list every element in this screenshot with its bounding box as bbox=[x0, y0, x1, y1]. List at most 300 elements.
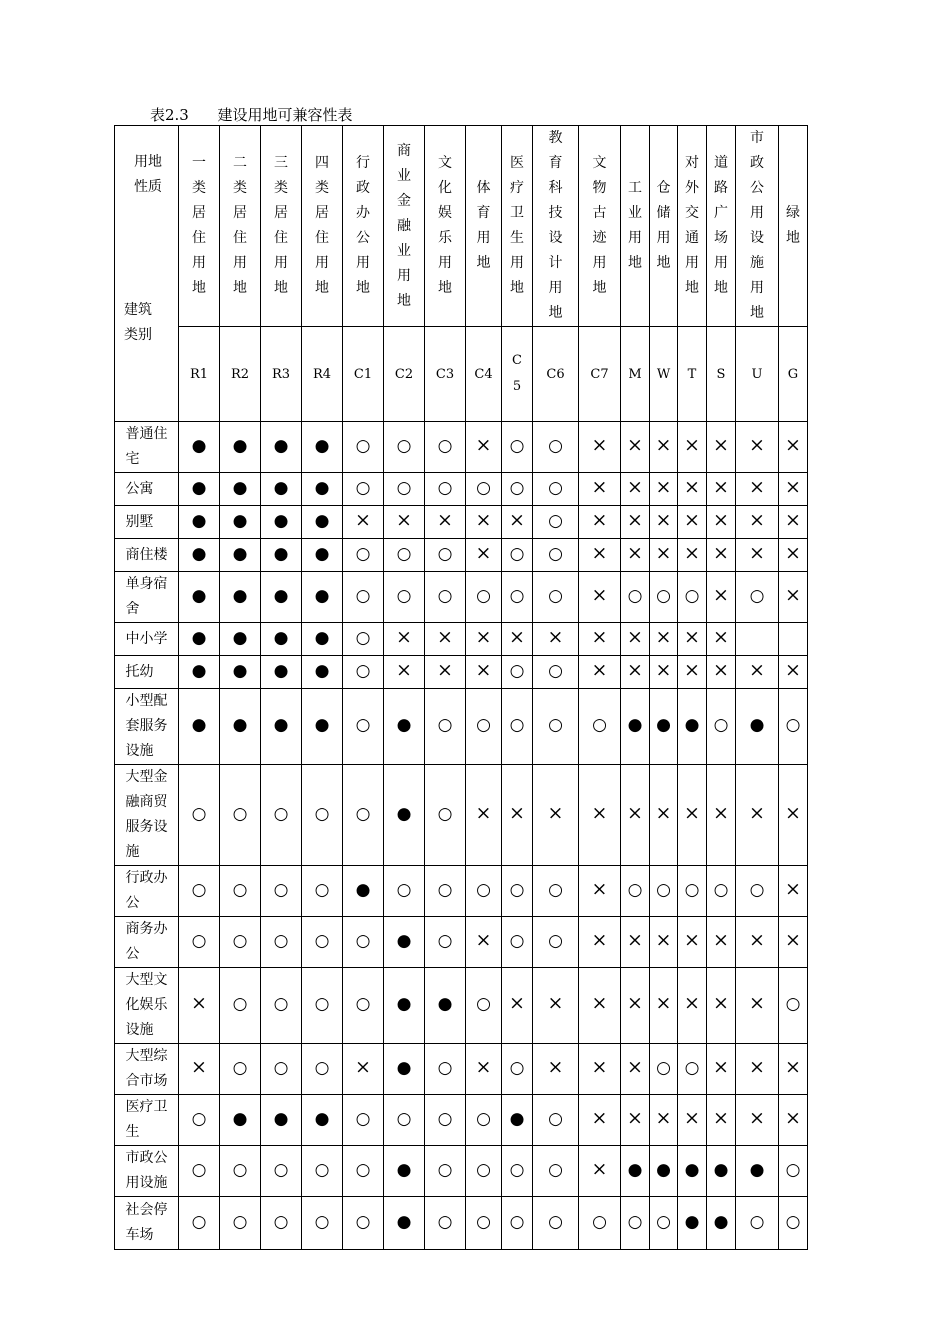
cell-cross-icon: × bbox=[678, 623, 707, 656]
cell-open-circle-icon: ○ bbox=[425, 917, 466, 968]
cell-open-circle-icon: ○ bbox=[343, 968, 384, 1044]
cell-filled-circle-icon: ● bbox=[302, 506, 343, 539]
cell-filled-circle-icon: ● bbox=[384, 1146, 425, 1197]
column-name-c4: 体育用地 bbox=[466, 126, 502, 327]
cell-cross-icon: × bbox=[736, 539, 779, 572]
cell-cross-icon: × bbox=[707, 572, 736, 623]
cell-cross-icon: × bbox=[384, 623, 425, 656]
cell-filled-circle-icon: ● bbox=[384, 765, 425, 866]
cell-filled-circle-icon: ● bbox=[220, 656, 261, 689]
cell-cross-icon: × bbox=[779, 656, 808, 689]
cell-open-circle-icon: ○ bbox=[779, 1146, 808, 1197]
cell-cross-icon: × bbox=[466, 623, 502, 656]
cell-open-circle-icon: ○ bbox=[533, 473, 579, 506]
cell-open-circle-icon: ○ bbox=[261, 1146, 302, 1197]
cell-open-circle-icon: ○ bbox=[384, 539, 425, 572]
cell-open-circle-icon: ○ bbox=[533, 572, 579, 623]
cell-open-circle-icon: ○ bbox=[533, 656, 579, 689]
row-label: 医疗卫生 bbox=[115, 1095, 179, 1146]
cell-cross-icon: × bbox=[707, 473, 736, 506]
cell-open-circle-icon: ○ bbox=[425, 866, 466, 917]
cell-open-circle-icon: ○ bbox=[343, 1146, 384, 1197]
cell-filled-circle-icon: ● bbox=[261, 539, 302, 572]
cell-filled-circle-icon: ● bbox=[220, 572, 261, 623]
cell-cross-icon: × bbox=[707, 765, 736, 866]
cell-filled-circle-icon: ● bbox=[302, 623, 343, 656]
cell-open-circle-icon: ○ bbox=[343, 623, 384, 656]
cell-open-circle-icon: ○ bbox=[707, 689, 736, 765]
cell-cross-icon: × bbox=[779, 422, 808, 473]
cell-open-circle-icon: ○ bbox=[779, 968, 808, 1044]
column-name-r2: 二类居住用地 bbox=[220, 126, 261, 327]
cell-cross-icon: × bbox=[533, 623, 579, 656]
column-code-c2: C2 bbox=[384, 327, 425, 422]
cell-open-circle-icon: ○ bbox=[179, 917, 220, 968]
cell-cross-icon: × bbox=[678, 473, 707, 506]
cell-filled-circle-icon: ● bbox=[179, 689, 220, 765]
cell-cross-icon: × bbox=[579, 765, 621, 866]
cell-open-circle-icon: ○ bbox=[502, 1146, 533, 1197]
cell-cross-icon: × bbox=[621, 1044, 650, 1095]
cell-cross-icon: × bbox=[466, 656, 502, 689]
cell-open-circle-icon: ○ bbox=[302, 866, 343, 917]
cell-open-circle-icon: ○ bbox=[621, 866, 650, 917]
cell-cross-icon: × bbox=[579, 623, 621, 656]
cell-filled-circle-icon: ● bbox=[220, 506, 261, 539]
column-code-c1: C1 bbox=[343, 327, 384, 422]
cell-cross-icon: × bbox=[466, 765, 502, 866]
table-row bbox=[115, 1044, 808, 1095]
cell-filled-circle-icon: ● bbox=[261, 623, 302, 656]
cell-open-circle-icon: ○ bbox=[220, 765, 261, 866]
cell-cross-icon: × bbox=[621, 656, 650, 689]
cell-filled-circle-icon: ● bbox=[384, 1197, 425, 1250]
cell-filled-circle-icon: ● bbox=[302, 1095, 343, 1146]
cell-cross-icon: × bbox=[736, 1044, 779, 1095]
column-name-c6: 教育科技设计用地 bbox=[533, 126, 579, 327]
table-row bbox=[115, 765, 808, 866]
row-label: 大型文化娱乐设施 bbox=[115, 968, 179, 1044]
cell-open-circle-icon: ○ bbox=[502, 1044, 533, 1095]
table-row bbox=[115, 866, 808, 917]
cell-filled-circle-icon: ● bbox=[261, 422, 302, 473]
cell-filled-circle-icon: ● bbox=[384, 1044, 425, 1095]
cell-cross-icon: × bbox=[579, 866, 621, 917]
column-code-c4: C4 bbox=[466, 327, 502, 422]
cell-cross-icon: × bbox=[779, 765, 808, 866]
cell-filled-circle-icon: ● bbox=[220, 422, 261, 473]
column-name-t: 对外交通用地 bbox=[678, 126, 707, 327]
cell-open-circle-icon: ○ bbox=[502, 1197, 533, 1250]
cell-open-circle-icon: ○ bbox=[779, 1197, 808, 1250]
row-label: 社会停车场 bbox=[115, 1197, 179, 1250]
table-row bbox=[115, 656, 808, 689]
cell-open-circle-icon: ○ bbox=[466, 1197, 502, 1250]
row-label: 小型配套服务设施 bbox=[115, 689, 179, 765]
cell-cross-icon bbox=[736, 623, 779, 656]
cell-cross-icon: × bbox=[579, 656, 621, 689]
cell-open-circle-icon: ○ bbox=[302, 1044, 343, 1095]
cell-cross-icon: × bbox=[533, 765, 579, 866]
column-name-m: 工业用地 bbox=[621, 126, 650, 327]
column-name-c1: 行政办公用地 bbox=[343, 126, 384, 327]
cell-open-circle-icon: ○ bbox=[343, 656, 384, 689]
column-name-u: 市政公用设施用地 bbox=[736, 126, 779, 327]
row-label: 普通住宅 bbox=[115, 422, 179, 473]
column-name-c7: 文物古迹用地 bbox=[579, 126, 621, 327]
cell-open-circle-icon: ○ bbox=[384, 422, 425, 473]
cell-filled-circle-icon: ● bbox=[678, 1146, 707, 1197]
cell-open-circle-icon: ○ bbox=[425, 1095, 466, 1146]
cell-filled-circle-icon: ● bbox=[302, 689, 343, 765]
cell-cross-icon: × bbox=[736, 473, 779, 506]
column-name-c2: 商业金融业用地 bbox=[384, 126, 425, 327]
corner-header bbox=[115, 126, 179, 422]
column-name-r1: 一类居住用地 bbox=[179, 126, 220, 327]
cell-open-circle-icon: ○ bbox=[384, 572, 425, 623]
cell-open-circle-icon: ○ bbox=[343, 473, 384, 506]
cell-open-circle-icon: ○ bbox=[533, 1197, 579, 1250]
column-code-r2: R2 bbox=[220, 327, 261, 422]
cell-open-circle-icon: ○ bbox=[384, 473, 425, 506]
cell-cross-icon: × bbox=[621, 539, 650, 572]
cell-filled-circle-icon: ● bbox=[384, 968, 425, 1044]
building-type-label: 建筑类别 bbox=[124, 302, 152, 343]
cell-cross-icon: × bbox=[579, 968, 621, 1044]
cell-open-circle-icon: ○ bbox=[261, 866, 302, 917]
column-code-r3: R3 bbox=[261, 327, 302, 422]
cell-open-circle-icon: ○ bbox=[736, 1197, 779, 1250]
cell-open-circle-icon: ○ bbox=[502, 539, 533, 572]
cell-open-circle-icon: ○ bbox=[261, 765, 302, 866]
cell-cross-icon: × bbox=[707, 917, 736, 968]
cell-open-circle-icon: ○ bbox=[650, 866, 678, 917]
cell-cross-icon: × bbox=[502, 623, 533, 656]
cell-open-circle-icon: ○ bbox=[736, 572, 779, 623]
cell-open-circle-icon: ○ bbox=[466, 866, 502, 917]
column-code-g: G bbox=[779, 327, 808, 422]
cell-filled-circle-icon: ● bbox=[261, 506, 302, 539]
cell-filled-circle-icon: ● bbox=[650, 1146, 678, 1197]
cell-cross-icon: × bbox=[779, 506, 808, 539]
cell-open-circle-icon: ○ bbox=[425, 539, 466, 572]
cell-open-circle-icon: ○ bbox=[466, 1146, 502, 1197]
cell-open-circle-icon: ○ bbox=[779, 689, 808, 765]
cell-filled-circle-icon: ● bbox=[179, 506, 220, 539]
column-name-s: 道路广场用地 bbox=[707, 126, 736, 327]
cell-cross-icon: × bbox=[650, 539, 678, 572]
cell-open-circle-icon: ○ bbox=[621, 572, 650, 623]
cell-open-circle-icon: ○ bbox=[650, 1197, 678, 1250]
cell-open-circle-icon: ○ bbox=[533, 506, 579, 539]
cell-filled-circle-icon: ● bbox=[179, 623, 220, 656]
cell-cross-icon: × bbox=[579, 422, 621, 473]
column-code-c5: C5 bbox=[502, 327, 533, 422]
cell-cross-icon: × bbox=[736, 765, 779, 866]
cell-cross-icon: × bbox=[707, 623, 736, 656]
cell-open-circle-icon: ○ bbox=[179, 1095, 220, 1146]
cell-open-circle-icon: ○ bbox=[220, 968, 261, 1044]
table-row bbox=[115, 1095, 808, 1146]
cell-cross-icon: × bbox=[736, 506, 779, 539]
cell-open-circle-icon: ○ bbox=[466, 1095, 502, 1146]
row-label: 商住楼 bbox=[115, 539, 179, 572]
cell-open-circle-icon: ○ bbox=[343, 917, 384, 968]
cell-open-circle-icon: ○ bbox=[502, 917, 533, 968]
cell-cross-icon: × bbox=[678, 422, 707, 473]
cell-open-circle-icon: ○ bbox=[466, 473, 502, 506]
cell-filled-circle-icon: ● bbox=[220, 1095, 261, 1146]
cell-filled-circle-icon: ● bbox=[621, 1146, 650, 1197]
cell-open-circle-icon: ○ bbox=[650, 1044, 678, 1095]
cell-cross-icon: × bbox=[779, 473, 808, 506]
cell-cross-icon: × bbox=[736, 968, 779, 1044]
cell-open-circle-icon: ○ bbox=[502, 572, 533, 623]
cell-open-circle-icon: ○ bbox=[678, 572, 707, 623]
cell-cross-icon: × bbox=[425, 623, 466, 656]
cell-open-circle-icon: ○ bbox=[533, 422, 579, 473]
cell-open-circle-icon: ○ bbox=[220, 866, 261, 917]
cell-cross-icon: × bbox=[502, 506, 533, 539]
row-label: 公寓 bbox=[115, 473, 179, 506]
cell-cross-icon: × bbox=[343, 506, 384, 539]
column-name-w: 仓储用地 bbox=[650, 126, 678, 327]
row-label: 行政办公 bbox=[115, 866, 179, 917]
table-row bbox=[115, 572, 808, 623]
cell-cross-icon: × bbox=[533, 1044, 579, 1095]
cell-cross-icon: × bbox=[621, 765, 650, 866]
cell-cross-icon: × bbox=[533, 968, 579, 1044]
cell-open-circle-icon: ○ bbox=[533, 539, 579, 572]
cell-cross-icon: × bbox=[579, 1044, 621, 1095]
cell-open-circle-icon: ○ bbox=[179, 866, 220, 917]
cell-cross-icon: × bbox=[707, 506, 736, 539]
column-code-w: W bbox=[650, 327, 678, 422]
column-name-r4: 四类居住用地 bbox=[302, 126, 343, 327]
cell-open-circle-icon: ○ bbox=[302, 917, 343, 968]
cell-open-circle-icon: ○ bbox=[220, 1197, 261, 1250]
cell-open-circle-icon: ○ bbox=[502, 422, 533, 473]
cell-cross-icon: × bbox=[650, 623, 678, 656]
table-row bbox=[115, 623, 808, 656]
column-code-r1: R1 bbox=[179, 327, 220, 422]
cell-filled-circle-icon: ● bbox=[220, 623, 261, 656]
cell-open-circle-icon: ○ bbox=[533, 1146, 579, 1197]
cell-cross-icon: × bbox=[736, 422, 779, 473]
cell-cross-icon: × bbox=[779, 917, 808, 968]
cell-filled-circle-icon: ● bbox=[302, 473, 343, 506]
cell-filled-circle-icon: ● bbox=[220, 689, 261, 765]
cell-cross-icon: × bbox=[707, 422, 736, 473]
cell-cross-icon: × bbox=[621, 1095, 650, 1146]
cell-filled-circle-icon: ● bbox=[261, 689, 302, 765]
cell-cross-icon: × bbox=[466, 422, 502, 473]
cell-cross-icon: × bbox=[779, 539, 808, 572]
table-row bbox=[115, 473, 808, 506]
column-code-c7: C7 bbox=[579, 327, 621, 422]
cell-open-circle-icon: ○ bbox=[736, 866, 779, 917]
table-row bbox=[115, 422, 808, 473]
cell-open-circle-icon: ○ bbox=[220, 1044, 261, 1095]
cell-cross-icon: × bbox=[579, 506, 621, 539]
cell-cross-icon: × bbox=[466, 1044, 502, 1095]
cell-cross-icon: × bbox=[779, 572, 808, 623]
cell-cross-icon: × bbox=[707, 968, 736, 1044]
row-label: 托幼 bbox=[115, 656, 179, 689]
row-label: 单身宿舍 bbox=[115, 572, 179, 623]
cell-open-circle-icon: ○ bbox=[384, 866, 425, 917]
cell-cross-icon: × bbox=[579, 917, 621, 968]
cell-cross-icon: × bbox=[707, 1044, 736, 1095]
cell-open-circle-icon: ○ bbox=[579, 689, 621, 765]
cell-filled-circle-icon: ● bbox=[179, 539, 220, 572]
cell-cross-icon: × bbox=[650, 917, 678, 968]
header-row-codes bbox=[115, 327, 808, 422]
column-name-c3: 文化娱乐用地 bbox=[425, 126, 466, 327]
cell-filled-circle-icon: ● bbox=[179, 572, 220, 623]
cell-open-circle-icon: ○ bbox=[425, 422, 466, 473]
row-label: 商务办公 bbox=[115, 917, 179, 968]
cell-cross-icon: × bbox=[779, 866, 808, 917]
land-type-label: 用地性质 bbox=[134, 154, 162, 195]
compatibility-table bbox=[114, 125, 808, 1250]
cell-open-circle-icon: ○ bbox=[343, 765, 384, 866]
cell-filled-circle-icon: ● bbox=[502, 1095, 533, 1146]
column-code-r4: R4 bbox=[302, 327, 343, 422]
table-row bbox=[115, 968, 808, 1044]
cell-open-circle-icon: ○ bbox=[678, 1044, 707, 1095]
column-code-c3: C3 bbox=[425, 327, 466, 422]
cell-filled-circle-icon: ● bbox=[707, 1197, 736, 1250]
cell-cross-icon: × bbox=[736, 1095, 779, 1146]
cell-filled-circle-icon: ● bbox=[220, 473, 261, 506]
cell-cross-icon: × bbox=[678, 506, 707, 539]
row-label: 大型金融商贸服务设施 bbox=[115, 765, 179, 866]
cell-cross-icon: × bbox=[179, 968, 220, 1044]
cell-open-circle-icon: ○ bbox=[502, 689, 533, 765]
cell-filled-circle-icon: ● bbox=[261, 656, 302, 689]
cell-open-circle-icon: ○ bbox=[302, 765, 343, 866]
cell-cross-icon: × bbox=[650, 656, 678, 689]
cell-open-circle-icon: ○ bbox=[502, 866, 533, 917]
cell-filled-circle-icon: ● bbox=[261, 572, 302, 623]
cell-open-circle-icon: ○ bbox=[425, 1197, 466, 1250]
cell-cross-icon: × bbox=[466, 506, 502, 539]
cell-cross-icon: × bbox=[678, 1095, 707, 1146]
cell-open-circle-icon: ○ bbox=[425, 1146, 466, 1197]
cell-filled-circle-icon: ● bbox=[179, 422, 220, 473]
cell-cross-icon: × bbox=[650, 422, 678, 473]
cell-cross-icon: × bbox=[650, 968, 678, 1044]
cell-cross-icon: × bbox=[579, 539, 621, 572]
cell-open-circle-icon: ○ bbox=[425, 572, 466, 623]
cell-cross-icon: × bbox=[779, 1095, 808, 1146]
cell-open-circle-icon: ○ bbox=[678, 866, 707, 917]
cell-open-circle-icon: ○ bbox=[425, 689, 466, 765]
cell-cross-icon: × bbox=[621, 506, 650, 539]
row-label: 中小学 bbox=[115, 623, 179, 656]
cell-cross-icon: × bbox=[425, 656, 466, 689]
cell-cross-icon: × bbox=[707, 656, 736, 689]
cell-cross-icon: × bbox=[621, 917, 650, 968]
cell-open-circle-icon: ○ bbox=[384, 1095, 425, 1146]
row-label: 大型综合市场 bbox=[115, 1044, 179, 1095]
cell-cross-icon: × bbox=[384, 656, 425, 689]
cell-filled-circle-icon: ● bbox=[707, 1146, 736, 1197]
cell-cross-icon: × bbox=[621, 623, 650, 656]
cell-open-circle-icon: ○ bbox=[343, 1197, 384, 1250]
cell-filled-circle-icon: ● bbox=[425, 968, 466, 1044]
header-row-names bbox=[115, 126, 808, 327]
cell-cross-icon: × bbox=[621, 422, 650, 473]
cell-open-circle-icon: ○ bbox=[425, 765, 466, 866]
cell-cross-icon: × bbox=[343, 1044, 384, 1095]
cell-open-circle-icon: ○ bbox=[466, 968, 502, 1044]
cell-open-circle-icon: ○ bbox=[261, 1197, 302, 1250]
table-caption: 表2.3 建设用地可兼容性表 bbox=[150, 106, 353, 124]
cell-filled-circle-icon: ● bbox=[384, 689, 425, 765]
cell-filled-circle-icon: ● bbox=[179, 473, 220, 506]
cell-cross-icon: × bbox=[502, 968, 533, 1044]
cell-filled-circle-icon: ● bbox=[343, 866, 384, 917]
cell-open-circle-icon: ○ bbox=[425, 1044, 466, 1095]
cell-filled-circle-icon: ● bbox=[302, 422, 343, 473]
cell-cross-icon: × bbox=[621, 473, 650, 506]
cell-cross-icon: × bbox=[678, 539, 707, 572]
cell-open-circle-icon: ○ bbox=[533, 866, 579, 917]
column-code-m: M bbox=[621, 327, 650, 422]
cell-filled-circle-icon: ● bbox=[736, 689, 779, 765]
row-label: 别墅 bbox=[115, 506, 179, 539]
cell-open-circle-icon: ○ bbox=[533, 1095, 579, 1146]
cell-open-circle-icon: ○ bbox=[179, 1146, 220, 1197]
cell-cross-icon: × bbox=[650, 765, 678, 866]
cell-open-circle-icon: ○ bbox=[502, 656, 533, 689]
cell-cross-icon: × bbox=[579, 572, 621, 623]
column-name-r3: 三类居住用地 bbox=[261, 126, 302, 327]
cell-filled-circle-icon: ● bbox=[220, 539, 261, 572]
column-name-g: 绿地 bbox=[779, 126, 808, 327]
cell-filled-circle-icon: ● bbox=[302, 539, 343, 572]
column-name-c5: 医疗卫生用地 bbox=[502, 126, 533, 327]
cell-open-circle-icon: ○ bbox=[179, 765, 220, 866]
cell-cross-icon bbox=[779, 623, 808, 656]
column-code-c6: C6 bbox=[533, 327, 579, 422]
column-code-u: U bbox=[736, 327, 779, 422]
cell-cross-icon: × bbox=[779, 1044, 808, 1095]
cell-open-circle-icon: ○ bbox=[179, 1197, 220, 1250]
cell-open-circle-icon: ○ bbox=[302, 1197, 343, 1250]
cell-open-circle-icon: ○ bbox=[533, 689, 579, 765]
table-row bbox=[115, 689, 808, 765]
column-code-s: S bbox=[707, 327, 736, 422]
cell-open-circle-icon: ○ bbox=[302, 1146, 343, 1197]
cell-cross-icon: × bbox=[579, 1146, 621, 1197]
cell-filled-circle-icon: ● bbox=[650, 689, 678, 765]
cell-open-circle-icon: ○ bbox=[502, 473, 533, 506]
cell-open-circle-icon: ○ bbox=[621, 1197, 650, 1250]
cell-open-circle-icon: ○ bbox=[220, 917, 261, 968]
cell-filled-circle-icon: ● bbox=[179, 656, 220, 689]
cell-cross-icon: × bbox=[650, 506, 678, 539]
cell-cross-icon: × bbox=[384, 506, 425, 539]
cell-cross-icon: × bbox=[466, 917, 502, 968]
cell-cross-icon: × bbox=[579, 473, 621, 506]
cell-filled-circle-icon: ● bbox=[302, 572, 343, 623]
cell-filled-circle-icon: ● bbox=[261, 1095, 302, 1146]
cell-open-circle-icon: ○ bbox=[425, 473, 466, 506]
cell-cross-icon: × bbox=[707, 539, 736, 572]
